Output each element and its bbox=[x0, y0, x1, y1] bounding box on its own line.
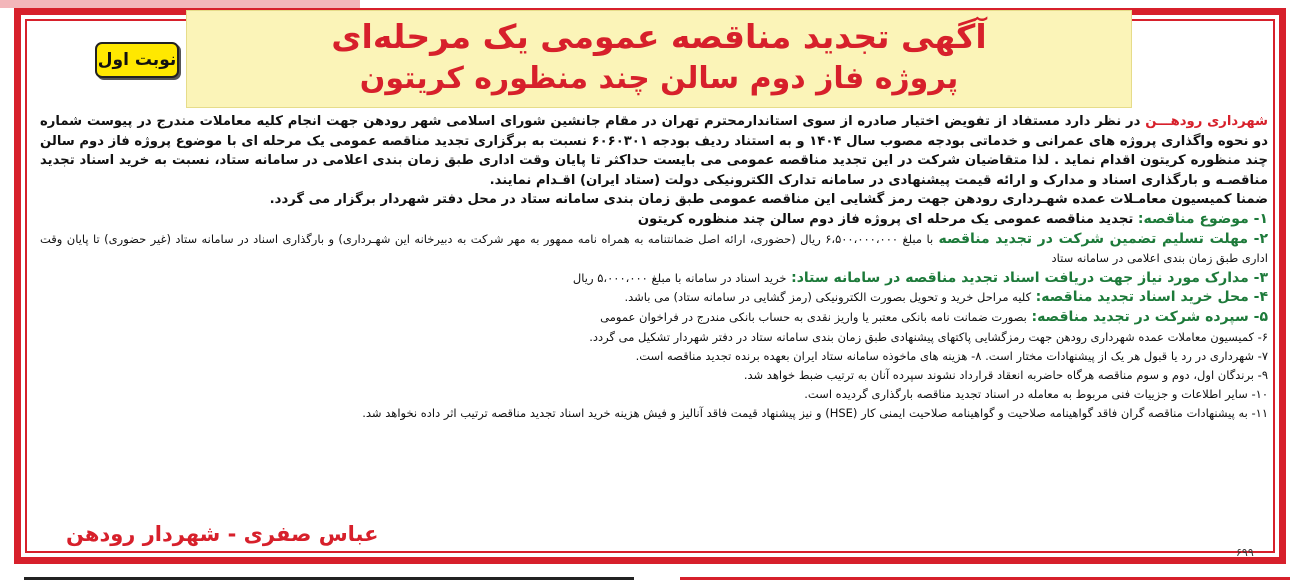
item-2-text: با مبلغ ۶،۵۰۰،۰۰۰،۰۰۰ ریال (حضوری، ارائه اصل ضمانتنامه به همراه نامه ممهور به مهر شرکت به دبیرخانه این شهـرداری) و بارگذاری اسناد در سامانه ستاد (غیر حضوری) تا پایان وقت اداری طبق زمان بندی اعلامی در سامانه ستاد bbox=[40, 231, 1268, 266]
top-corner-decoration bbox=[0, 0, 360, 8]
title-banner bbox=[186, 10, 1132, 108]
item-4-head: ۴- محل خرید اسناد تجدید مناقصه: bbox=[1035, 289, 1268, 306]
item-1-text: تجدید مناقصه عمومی یک مرحله ای پروژه فاز دوم سالن چند منظوره کریتون bbox=[637, 211, 1134, 227]
item-3-head: ۳- مدارک مورد نیاز جهت دریافت اسناد تجدید مناقصه در سامانه ستاد: bbox=[791, 269, 1268, 286]
item-5 bbox=[40, 308, 1268, 328]
intro-text: در نظر دارد مستفاد از تفویض اختیار صادره از سوی استاندارمحترم تهران در مقام جانشین شورای اسلامی شهر رودهن جهت انجام کلیه معاملات مندرج در پیوست شماره دو نحوه واگذاری پروژه های عمرانی و خدماتی بودجه مصوب سال ۱۴۰۴ و به استناد ردیف بودجه ۶۰۶۰۳۰۱ نسبت به برگزاری تجدید مناقصه عمومی یک مرحله ای با موضوع پروژه فاز دوم سالن چند منظوره کریتون اقدام نماید . لذا متقاضیان شرکت در این تجدید مناقصه عمومی می بایست حداکثر تا پایان وقت اداری طبق زمان بندی اعلامی در سامانه ستاد، نسبت به خرید اسناد تجدید مناقصـه و بارگذاری اسناد و مدارک و ارائه قیمت پیشنهادی در سامانه تدارک الکترونیکی دولت (ستاد ایران) اقـدام نمایند. bbox=[40, 114, 1268, 188]
clause-9: ۹- برندگان اول، دوم و سوم مناقصه هرگاه حاضربه انعقاد قرارداد نشوند سپرده آنان به ترتیب ضبط خواهد شد. bbox=[743, 367, 1268, 382]
commission-note: ضمنا کمیسیون معامـلات عمده شهـرداری رودهن جهت رمز گشایی این مناقصه عمومی طبق زمان بندی سامانه ستاد در محل دفتر شهردار برگزار می گردد. bbox=[269, 192, 1268, 208]
item-3 bbox=[40, 269, 1268, 289]
bottom-rule-right bbox=[680, 577, 1290, 580]
clause-7-8: ۷- شهرداری در رد یا قبول هر یک از پیشنهادات مختار است. ۸- هزینه های ماخوذه سامانه ستاد ایران بعهده برنده تجدید مناقصه است. bbox=[635, 348, 1268, 363]
bottom-rule-left bbox=[24, 577, 634, 580]
clause-11: ۱۱- به پیشنهادات مناقصه گران فاقد گواهینامه صلاحیت و گواهینامه صلاحیت ایمنی کار (HSE) و نیز پیشنهاد قیمت فاقد آنالیز و فیش هزینه خرید اسناد تجدید مناقصه ترتیب اثر داده نخواهد شد. bbox=[362, 405, 1268, 420]
ad-body bbox=[40, 112, 1268, 423]
first-notice-badge: نوبت اول bbox=[95, 42, 179, 78]
item-5-text: بصورت ضمانت نامه بانکی معتبر یا واریز نقدی به حساب بانکی مندرج در فراخوان عمومی bbox=[600, 309, 1027, 324]
item-1 bbox=[40, 210, 1268, 230]
ad-title: آگهی تجدید مناقصه عمومی یک مرحله‌ای bbox=[331, 17, 987, 56]
clause-6: ۶- کمیسیون معاملات عمده شهرداری رودهن جهت رمزگشایی پاکتهای پیشنهادی طبق زمان بندی سامانه ستاد در دفتر شهردار تشکیل می گردد. bbox=[589, 329, 1268, 344]
item-1-head: ۱- موضوع مناقصه: bbox=[1137, 210, 1268, 227]
signature: عباس صفری - شهردار رودهن bbox=[66, 522, 379, 546]
item-4-text: کلیه مراحل خرید و تحویل بصورت الکترونیکی (رمز گشایی در سامانه ستاد) می باشد. bbox=[624, 290, 1032, 305]
item-2 bbox=[40, 230, 1268, 269]
item-4 bbox=[40, 288, 1268, 308]
item-3-text: خرید اسناد در سامانه با مبلغ ۵،۰۰۰،۰۰۰ ریال bbox=[572, 270, 787, 285]
item-5-head: ۵- سپرده شرکت در تجدید مناقصه: bbox=[1031, 308, 1268, 325]
ad-code: ۶۹۹ bbox=[1236, 546, 1254, 559]
item-2-head: ۲- مهلت تسلیم تضمین شرکت در تجدید مناقصه bbox=[938, 230, 1269, 247]
intro-paragraph bbox=[40, 112, 1268, 190]
ad-subtitle: پروژه فاز دوم سالن چند منظوره کریتون bbox=[359, 61, 959, 96]
clause-10: ۱۰- سایر اطلاعات و جزییات فنی مربوط به معامله در اسناد تجدید مناقصه بارگذاری گردیده است. bbox=[804, 386, 1268, 401]
municipality-name: شهرداری رودهـــن bbox=[1145, 114, 1269, 129]
